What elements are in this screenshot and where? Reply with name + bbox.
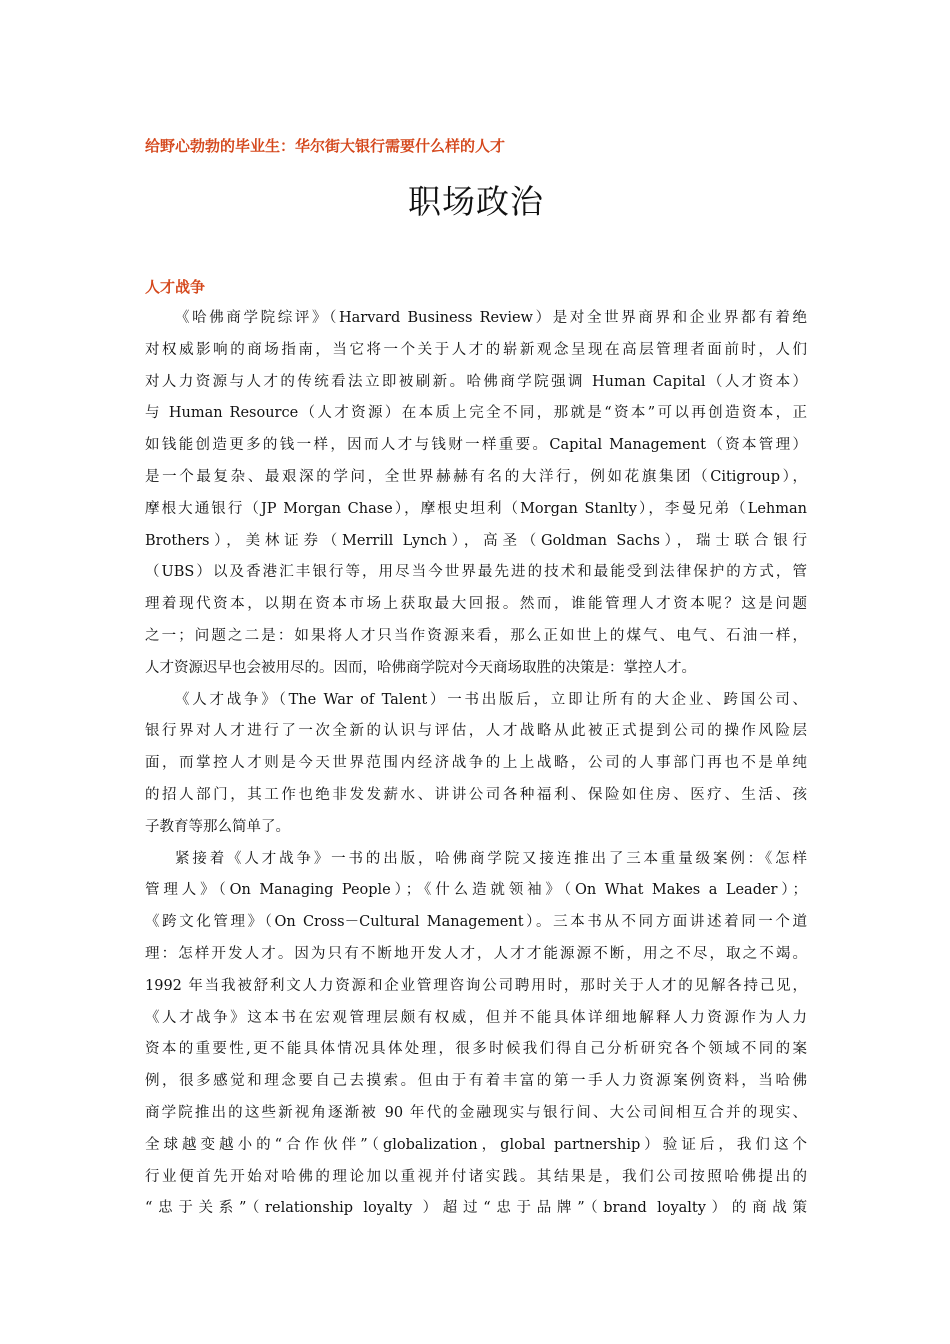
text-line: 与 Human Resource（人才资源）在本质上完全不同，那就是“资本”可以再创造资本，正 [145, 405, 807, 422]
text-line: 理着现代资本，以期在资本市场上获取最大回报。然而，谁能管理人才资本呢？这是问题 [145, 596, 807, 613]
text-line: “忠于关系”（relationship loyalty ）超过“忠于品牌”（brand loyalty）的商战策 [145, 1200, 807, 1217]
page-title: 职场政治 [408, 182, 544, 221]
article-kicker: 给野心勃勃的毕业生：华尔街大银行需要什么样的人才 [145, 137, 506, 155]
text-line: 《跨文化管理》（On Cross－Cultural Management）。三本书从不同方面讲述着同一个道 [145, 914, 807, 931]
text-line: 人才资源迟早也会被用尽的。因而，哈佛商学院对今天商场取胜的决策是：掌控人才。 [145, 659, 696, 676]
text-line: 《人才战争》（The War of Talent）一书出版后，立即让所有的大企业、跨国公司、 [175, 691, 807, 708]
text-line: 的招人部门，其工作也绝非发发薪水、讲讲公司各种福利、保险如住房、医疗、生活、孩 [145, 786, 807, 803]
text-line: Brothers），美林证券（Merrill Lynch），高圣（Goldman Sachs），瑞士联合银行 [145, 532, 807, 549]
text-line: 行业便首先开始对哈佛的理论加以重视并付诸实践。其结果是，我们公司按照哈佛提出的 [145, 1168, 807, 1185]
text-line: 《哈佛商学院综评》（Harvard Business Review）是对全世界商界和企业界都有着绝 [175, 310, 807, 326]
text-line: 资本的重要性,更不能具体情况具体处理，很多时候我们得自己分析研究各个领域不同的案 [145, 1041, 807, 1058]
text-line: 例，很多感觉和理念要自己去摸索。但由于有着丰富的第一手人力资源案例资料，当哈佛 [145, 1073, 807, 1090]
text-line: （UBS）以及香港汇丰银行等，用尽当今世界最先进的技术和最能受到法律保护的方式，管 [145, 564, 807, 581]
text-line: 面，而掌控人才则是今天世界范围内经济战争的上上战略，公司的人事部门再也不是单纯 [145, 755, 807, 772]
article-body [145, 303, 807, 1225]
text-line: 理：怎样开发人才。因为只有不断地开发人才，人才才能源源不断，用之不尽，取之不竭。 [145, 945, 807, 962]
section-heading: 人才战争 [145, 278, 206, 296]
text-line: 银行界对人才进行了一次全新的认识与评估，人才战略从此被正式提到公司的操作风险层 [145, 723, 807, 740]
text-line: 商学院推出的这些新视角逐渐被 90 年代的金融现实与银行间、大公司间相互合并的现实、 [145, 1104, 807, 1121]
text-line: 之一；问题之二是：如果将人才只当作资源来看，那么正如世上的煤气、电气、石油一样， [145, 627, 807, 644]
text-line: 对人力资源与人才的传统看法立即被刷新。哈佛商学院强调 Human Capital（人才资本） [145, 373, 807, 390]
text-line: 《人才战争》这本书在宏观管理层颇有权威，但并不能具体详细地解释人力资源作为人力 [145, 1009, 807, 1026]
text-line: 如钱能创造更多的钱一样，因而人才与钱财一样重要。Capital Management（资本管理） [145, 437, 807, 454]
text-line: 子教育等那么简单了。 [145, 818, 290, 835]
text-line: 1992 年当我被舒利文人力资源和企业管理咨询公司聘用时，那时关于人才的见解各持己见， [145, 977, 807, 994]
text-line: 紧接着《人才战争》一书的出版，哈佛商学院又接连推出了三本重量级案例：《怎样 [175, 850, 807, 867]
text-line: 对权威影响的商场指南，当它将一个关于人才的崭新观念呈现在高层管理者面前时，人们 [145, 341, 807, 358]
text-line: 是一个最复杂、最艰深的学问，全世界赫赫有名的大洋行，例如花旗集团（Citigroup）， [145, 468, 807, 485]
text-line: 管理人》（On Managing People）；《什么造就领袖》（On What Makes a Leader）； [145, 882, 807, 899]
text-line: 全球越变越小的“合作伙伴”（globalization，global partnership）验证后，我们这个 [145, 1136, 807, 1153]
text-line: 摩根大通银行（JP Morgan Chase），摩根史坦利（Morgan Stanlty），李曼兄弟（Lehman [145, 500, 807, 517]
